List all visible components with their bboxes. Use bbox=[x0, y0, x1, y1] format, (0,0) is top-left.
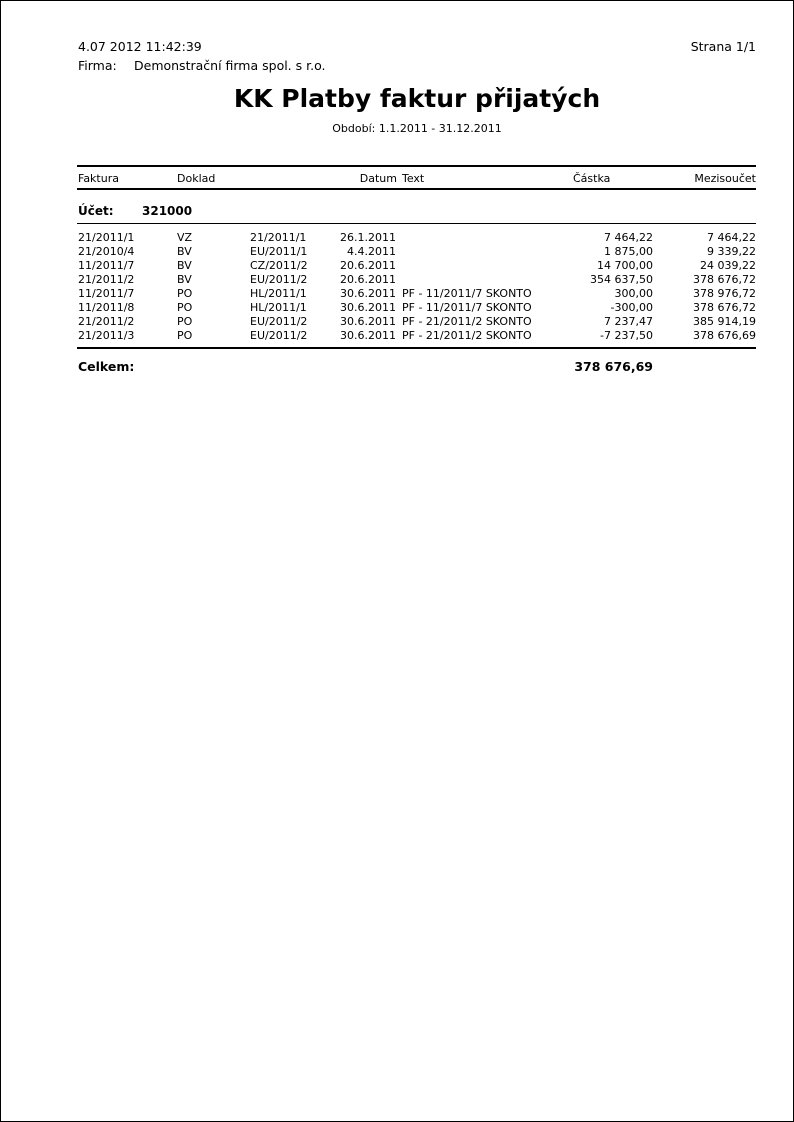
cell-faktura: 21/2011/2 bbox=[78, 315, 135, 328]
cell-datum: 30.6.2011 bbox=[340, 329, 396, 342]
print-timestamp: 4.07 2012 11:42:39 bbox=[78, 39, 202, 54]
page-number: Strana 1/1 bbox=[690, 39, 756, 54]
account-rule bbox=[77, 223, 756, 224]
cell-castka: 14 700,00 bbox=[597, 259, 653, 272]
cell-mezisoucet: 385 914,19 bbox=[693, 315, 756, 328]
cell-mezisoucet: 378 676,72 bbox=[693, 301, 756, 314]
cell-faktura: 21/2011/3 bbox=[78, 329, 135, 342]
cell-mezisoucet: 24 039,22 bbox=[700, 259, 756, 272]
cell-doklad: EU/2011/2 bbox=[250, 273, 308, 286]
cell-datum: 20.6.2011 bbox=[340, 259, 396, 272]
cell-mezisoucet: 378 676,72 bbox=[693, 273, 756, 286]
cell-castka: 300,00 bbox=[614, 287, 653, 300]
cell-doklad: CZ/2011/2 bbox=[250, 259, 308, 272]
cell-typ: PO bbox=[177, 287, 193, 300]
cell-faktura: 11/2011/7 bbox=[78, 259, 135, 272]
report-title: KK Platby faktur přijatých bbox=[233, 84, 601, 113]
cell-text: PF - 11/2011/7 SKONTO bbox=[402, 301, 532, 314]
cell-datum: 20.6.2011 bbox=[340, 273, 396, 286]
cell-datum: 26.1.2011 bbox=[340, 231, 396, 244]
cell-faktura: 11/2011/7 bbox=[78, 287, 135, 300]
cell-datum: 30.6.2011 bbox=[340, 315, 396, 328]
cell-doklad: 21/2011/1 bbox=[250, 231, 307, 244]
cell-text: PF - 21/2011/2 SKONTO bbox=[402, 329, 532, 342]
cell-doklad: EU/2011/2 bbox=[250, 315, 308, 328]
cell-datum: 30.6.2011 bbox=[340, 301, 396, 314]
cell-faktura: 11/2011/8 bbox=[78, 301, 135, 314]
cell-mezisoucet: 378 676,69 bbox=[693, 329, 756, 342]
cell-faktura: 21/2011/2 bbox=[78, 273, 135, 286]
cell-typ: PO bbox=[177, 301, 193, 314]
cell-faktura: 21/2011/1 bbox=[78, 231, 135, 244]
col-header-faktura: Faktura bbox=[78, 172, 119, 185]
col-header-datum: Datum bbox=[359, 172, 397, 185]
total-value: 378 676,69 bbox=[574, 359, 653, 374]
cell-doklad: EU/2011/2 bbox=[250, 329, 308, 342]
header-bottom-rule bbox=[77, 188, 756, 190]
cell-text: PF - 21/2011/2 SKONTO bbox=[402, 315, 532, 328]
cell-typ: PO bbox=[177, 329, 193, 342]
cell-typ: VZ bbox=[177, 231, 193, 244]
account-label: Účet: bbox=[78, 204, 114, 218]
firm-name: Demonstrační firma spol. s r.o. bbox=[134, 58, 326, 73]
report-period: Období: 1.1.2011 - 31.12.2011 bbox=[332, 122, 502, 135]
cell-typ: PO bbox=[177, 315, 193, 328]
total-rule bbox=[77, 347, 756, 349]
cell-doklad: HL/2011/1 bbox=[250, 287, 307, 300]
cell-mezisoucet: 9 339,22 bbox=[707, 245, 756, 258]
col-header-mezisoucet: Mezisoučet bbox=[694, 172, 756, 185]
cell-typ: BV bbox=[177, 245, 192, 258]
header-top-rule bbox=[77, 165, 756, 167]
cell-mezisoucet: 378 976,72 bbox=[693, 287, 756, 300]
cell-typ: BV bbox=[177, 259, 192, 272]
cell-castka: 7 237,47 bbox=[604, 315, 653, 328]
cell-castka: -7 237,50 bbox=[600, 329, 653, 342]
col-header-text: Text bbox=[402, 172, 425, 185]
cell-castka: 1 875,00 bbox=[604, 245, 653, 258]
cell-datum: 4.4.2011 bbox=[347, 245, 396, 258]
total-label: Celkem: bbox=[78, 359, 135, 374]
cell-doklad: EU/2011/1 bbox=[250, 245, 308, 258]
col-header-castka: Částka bbox=[573, 172, 611, 185]
col-header-doklad: Doklad bbox=[177, 172, 216, 185]
cell-castka: 354 637,50 bbox=[590, 273, 653, 286]
cell-castka: 7 464,22 bbox=[604, 231, 653, 244]
cell-text: PF - 11/2011/7 SKONTO bbox=[402, 287, 532, 300]
firm-label: Firma: bbox=[78, 58, 117, 73]
cell-castka: -300,00 bbox=[610, 301, 653, 314]
cell-typ: BV bbox=[177, 273, 192, 286]
cell-doklad: HL/2011/1 bbox=[250, 301, 307, 314]
account-number: 321000 bbox=[142, 204, 193, 218]
cell-faktura: 21/2010/4 bbox=[78, 245, 135, 258]
cell-datum: 30.6.2011 bbox=[340, 287, 396, 300]
cell-mezisoucet: 7 464,22 bbox=[707, 231, 756, 244]
